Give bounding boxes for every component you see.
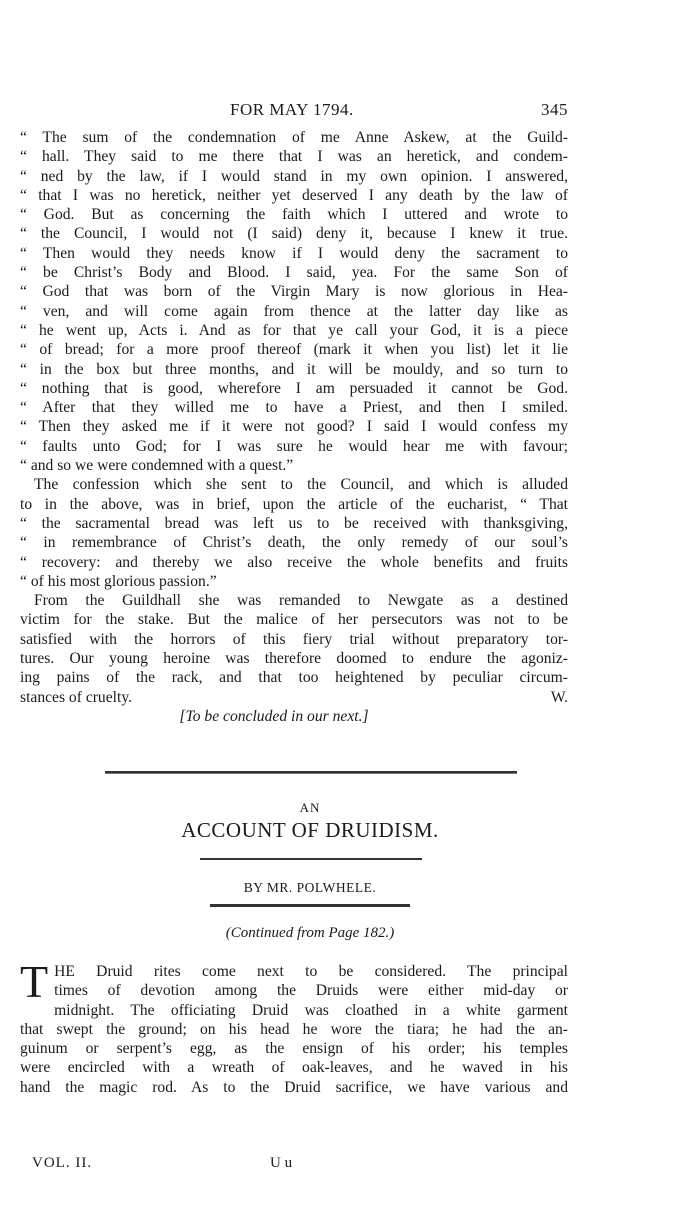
- text-line: “ Then would they needs know if I would deny the sacrament to: [20, 244, 568, 262]
- text-line: stances of cruelty.: [20, 688, 132, 706]
- volume-mark: VOL. II.: [32, 1155, 93, 1171]
- text-line: “ recovery: and thereby we also receive the whole benefits and fruits: [20, 553, 568, 571]
- text-line: From the Guildhall she was remanded to Newgate as a destined: [34, 592, 568, 610]
- text-line: “ the Council, I would not (I said) deny it, because I knew it true.: [20, 225, 568, 243]
- text-line: “ Then they asked me if it were not good? I said I would confess my: [20, 418, 568, 436]
- text-line: “ ven, and will come again from thence at the latter day like as: [20, 302, 568, 320]
- text-line: midnight. The officiating Druid was cloathed in a white garment: [54, 1001, 568, 1019]
- article-druidism-body: [20, 956, 568, 1097]
- text-line: were encircled with a wreath of oak-leaves, and he waved in his: [20, 1059, 568, 1077]
- section-divider: [105, 771, 517, 774]
- running-title: FOR MAY 1794.: [230, 100, 354, 119]
- text-line: “ hall. They said to me there that I was an heretick, and condem-: [20, 148, 568, 166]
- text-line: satisfied with the horrors of this fiery trial without preparatory tor-: [20, 630, 568, 648]
- text-line: “ in the box but three months, and it will be mouldy, and so turn to: [20, 360, 568, 378]
- page-number: 345: [541, 100, 568, 119]
- text-line: times of devotion among the Druids were either mid-day or: [54, 982, 568, 1000]
- text-line: “ faults unto God; for I was sure he would hear me with favour;: [20, 437, 568, 455]
- author-signature: W.: [550, 688, 568, 706]
- text-line: “ After that they willed me to have a Priest, and then I smiled.: [20, 399, 568, 417]
- text-line: “ and so we were condemned with a quest.”: [20, 457, 294, 475]
- text-line: “ of his most glorious passion.”: [20, 572, 217, 590]
- text-line: “ be Christ’s Body and Blood. I said, yea. For the same Son of: [20, 264, 568, 282]
- text-line: “ the sacramental bread was left us to be received with thanksgiving,: [20, 514, 568, 532]
- text-line: “ in remembrance of Christ’s death, the only remedy of our soul’s: [20, 534, 568, 552]
- article-author: BY MR. POLWHELE.: [243, 880, 377, 895]
- text-line: “ God. But as concerning the faith which I uttered and wrote to: [20, 206, 568, 224]
- article-askew-body: [20, 128, 568, 729]
- to-be-concluded-note: [To be concluded in our next.]: [179, 707, 369, 725]
- text-line: “ he went up, Acts i. And as for that ye call your God, it is a piece: [20, 321, 568, 339]
- text-line: The confession which she sent to the Council, and which is alluded: [34, 476, 568, 494]
- text-line: to in the above, was in brief, upon the article of the eucharist, “ That: [20, 495, 568, 513]
- text-line: guinum or serpent’s egg, as the ensign of his order; his temples: [20, 1040, 568, 1058]
- closing-line: [20, 688, 568, 707]
- signature-mark: U u: [270, 1155, 293, 1171]
- text-line: “ The sum of the condemnation of me Anne Askew, at the Guild-: [20, 129, 568, 146]
- continued-note: (Continued from Page 182.): [225, 925, 395, 941]
- text-line: hand the magic rod. As to the Druid sacrifice, we have various and: [20, 1078, 568, 1096]
- text-line: “ God that was born of the Virgin Mary is now glorious in Hea-: [20, 283, 568, 301]
- article-title: ACCOUNT OF DRUIDISM.: [181, 818, 439, 842]
- title-rule: [200, 858, 422, 860]
- text-line: “ that I was no heretick, neither yet deserved I any death by the law of: [20, 186, 568, 204]
- text-line: “ ned by the law, if I would stand in my own opinion. I answered,: [20, 167, 568, 185]
- text-line: victim for the stake. But the malice of her persecutors was not to be: [20, 611, 568, 629]
- drop-cap: T: [20, 956, 49, 1007]
- text-line: tures. Our young heroine was therefore doomed to endure the agoniz-: [20, 650, 568, 668]
- text-line: “ of bread; for a more proof thereof (mark it when you list) let it lie: [20, 341, 568, 359]
- article-prefix: AN: [299, 800, 321, 815]
- text-line: “ nothing that is good, wherefore I am persuaded it cannot be God.: [20, 379, 568, 397]
- text-line: that swept the ground; on his head he wore the tiara; he had the an-: [20, 1020, 568, 1038]
- text-line: HE Druid rites come next to be considered. The principal: [54, 963, 568, 980]
- text-line: ing pains of the rack, and that too heightened by peculiar circum-: [20, 669, 568, 687]
- author-rule: [210, 904, 410, 907]
